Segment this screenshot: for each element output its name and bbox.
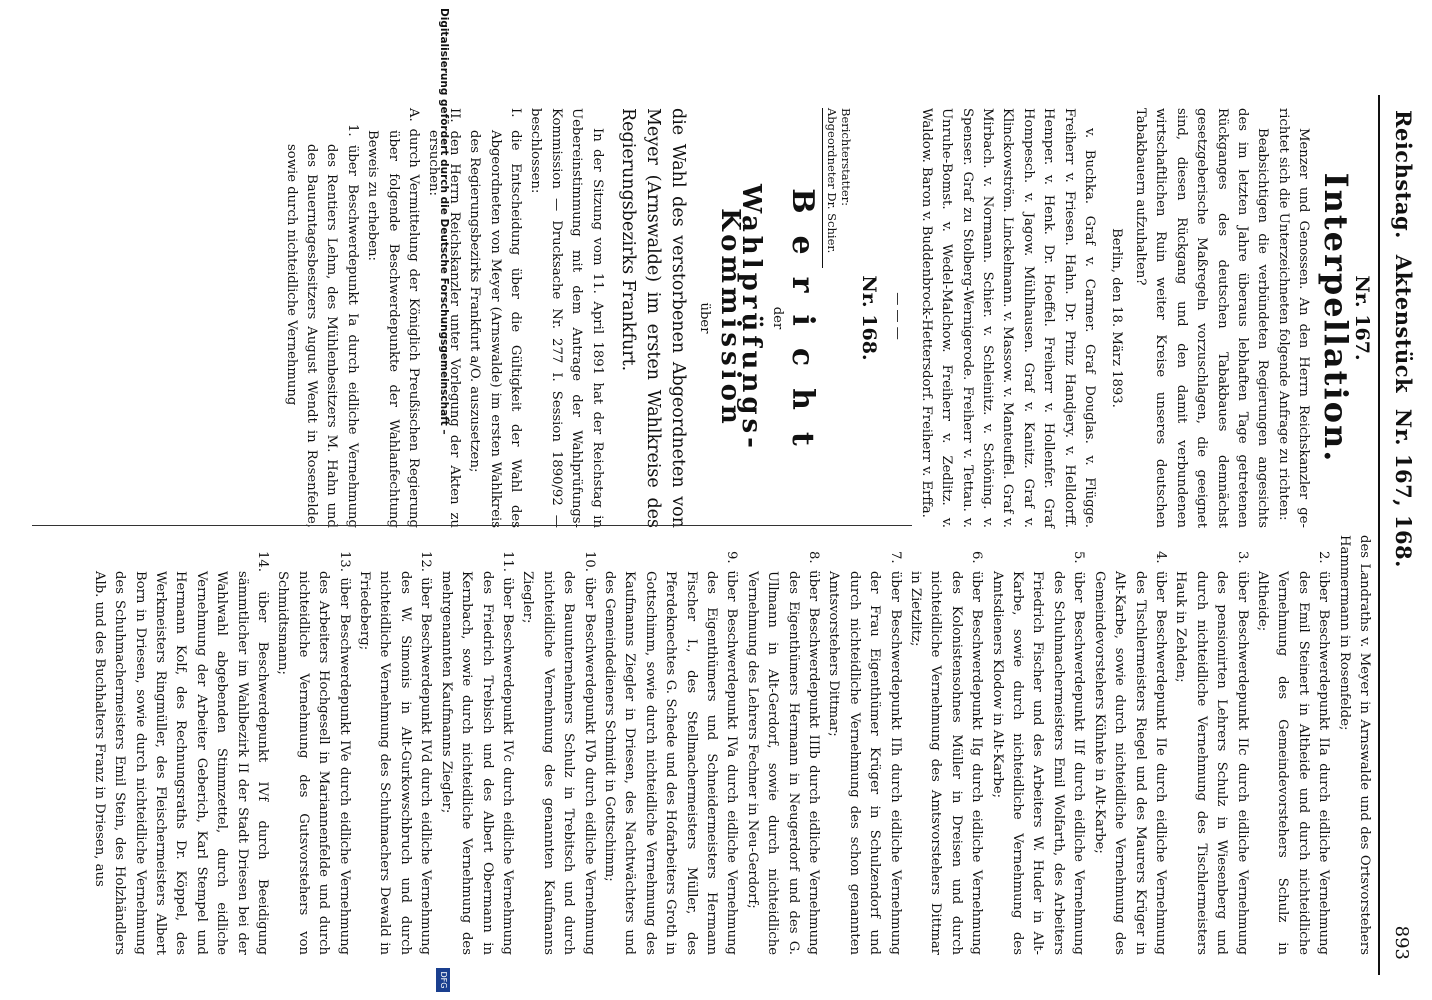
list-item: 1. über Beschwerdepunkt Ia durch eidliche Vernehmung des Rentiers Lehm, des Mühlenbesitzers M. Hahn und des Bauerntagesbesitzers August Wendt in Rosenfelde, sowie durch nichteidliche Vernehmung: [283, 124, 360, 528]
list-item: 14. über Beschwerdepunkt IVf durch Beeidigung sämmtlicher im Wahlbezirk II der Stadt Driesen bei der Wahlwahl abgebenden Stimmzettel, durch eidliche Vernehmung der Arbeiter Geberich, Karl Stempel und Hermann Kolf, des Rechnungsraths Dr. Köppel, des Werkmeisters Ringmüller, des Fleischermeisters Albert Born in Driesen, sowie durch nichteidliche Vernehmung des Schuhmachermeisters Emil Stein, des Holzhändlers Alb. und des Buchhalters Franz in Driesen, aus: [91, 551, 271, 955]
column-divider: [32, 525, 912, 526]
report-subject: die Wahl des verstorbenen Abgeordneten von Meyer (Arnswalde) im ersten Wahlkreise des Regierungsbezirks Frankfurt.: [617, 108, 688, 528]
running-head: [1391, 110, 1416, 576]
signatures: v. Buchka. Graf v. Carmer. Graf Douglas. v. Flügge. Freiherr v. Friesen. Hahn. Dr. Prinz Handjery. v. Helldorff. Hemper. v. Henk. Dr. Hoeffel. Freiherr v. Hollenfer. Graf Hompesch. v. Jagow. Mühlhausen. Graf v. Kanitz. Graf v. Klinckowström. Linckelmann. v. Massow. v. Manteuffel. Graf v. Mirbach. v. Normann. Schier. v. Schleinitz. v. Schöning. v. Spenser. Graf zu Stolberg-Wernigerode. Freiherr v. Tettau. v. Unruhe-Bomst. v. Wedel-Malchow. Freiherr v. Zedlitz. v. Waldow. Baron v. Buddenbrock-Hettersdorf. Freiherr v. Erffa.: [918, 108, 1098, 528]
footer-text: Digitalisierung gefördert durch die Deutsche Forschungsgemeinschaft –: [438, 8, 450, 435]
running-head-part: Nr. 167, 168.: [1391, 408, 1416, 568]
header-rule: [1378, 95, 1380, 975]
list-item: A. durch Vermittelung der Königlich Preußischen Regierung über folgende Beschwerdepunkte der Wahlanfechtung Beweis zu erheben:: [365, 108, 421, 528]
document-title: Interpellation.: [1316, 172, 1355, 464]
page-number: 893: [1391, 925, 1412, 960]
rapporteur-name: Abgeordneter Dr. Schier.: [824, 108, 839, 254]
list-item: 6. über Beschwerdepunkt IIg durch eidliche Vernehmung des Kolonistensohnes Müller in Dreisen und durch nichteidliche Vernehmung des Amtsvorstehers Dittmar in Zietzlitz;: [908, 551, 985, 955]
paragraph: Beabsichtigen die verbündeten Regierungen angesichts des im letzten Jahre überaus lebhaften Tage getretenen Rückganges des deutschen Tabakbaues demnächst gesetzgeberische Maßregeln vorzuschlagen, die geeignet sind, diesen Rückgang und den damit verbundenen wirtschaftlichen Ruin weiter Kreise unseres deutschen Tabakbauern aufzuhalten?: [1132, 108, 1271, 528]
section-separator: ———: [890, 292, 906, 344]
list-item: 2. über Beschwerdepunkt IIa durch eidliche Vernehmung des Emil Steinert in Altheide und durch nichteidliche Vernehmung des Gemeindevorstehers Schulz in Altheide;: [1254, 551, 1332, 955]
dfg-logo: DFG: [436, 968, 450, 992]
rapporteur-rule: [822, 108, 823, 268]
document-number: Nr. 168.: [858, 275, 881, 361]
list-item: 10. über Beschwerdepunkt IVb durch eidliche Vernehmung des Bauunternehmers Schulz in Trebitsch und durch nichteidliche Vernehmung des genannten Kaufmanns Ziegler;: [520, 551, 597, 955]
report-title: Bericht: [784, 188, 820, 468]
document-number: Nr. 167.: [1351, 275, 1373, 361]
list-item: 5. über Beschwerdepunkt IIf durch eidliche Vernehmung des Schuhmachermeisters Emil Wolfarth, des Arbeiters Friedrich Fischer und des Arbeiters W. Huder in Alt-Karbe, sowie durch nichteidliche Vernehmung des Amtsdieners Klodow in Alt-Karbe;: [989, 551, 1087, 955]
list-item: 7. über Beschwerdepunkt IIh durch eidliche Vernehmung der Frau Eigenthümer Krüger in Schulzendorf und durch nichteidliche Vernehmung des schon genannten Amtsvorstehers Dittmar;: [826, 551, 903, 955]
list-item: 3. über Beschwerdepunkt IIc durch eidliche Vernehmung des pensionirten Lehrers Schulz in Wiesenberg und durch nichteidliche Vernehmung des Tischlermeisters Hauk in Zehden;: [1173, 551, 1250, 955]
running-head-part: Aktenstück: [1391, 254, 1416, 394]
list-item: I. die Entscheidung über die Gültigkeit der Wahl des Abgeordneten von Meyer (Arnswalde) im ersten Wahlkreis des Regierungsbezirks Frankfurt a/O. auszusetzen;: [467, 108, 523, 528]
connector-text: der: [770, 306, 786, 330]
rapporteur-label: Berichterstatter:: [838, 108, 853, 207]
list-item: 13. über Beschwerdepunkt IVe durch eidliche Vernehmung des Arbeiters Hochgesell in Mariannenfelde und durch nichteidliche Vernehmung des Gutsvorstehers von Schmidtsmann;: [275, 551, 352, 955]
paragraph: Menzer und Genossen. An den Herrn Reichskanzler gerichtet sich die Unterzeichneten folgende Anfrage zu richten:: [1275, 108, 1312, 528]
digitization-footer: [432, 0, 452, 1000]
paragraph: des Landraths v. Meyer in Arnswalde und des Ortsvorstehers Hammermann in Rosenfelde;: [1336, 535, 1372, 955]
connector-text: über: [697, 302, 713, 334]
list-item: II. den Herrn Reichskanzler unter Vorlegung der Akten zu ersuchen:: [426, 108, 462, 528]
list-item: 11. über Beschwerdepunkt IVc durch eidliche Vernehmung des Friedrich Trebisch und des Albert Obermann in Kernbach, sowie durch nichteidliche Vernehmung des mehrgenannten Kaufmanns Ziegler;: [438, 551, 515, 955]
list-item: 4. über Beschwerdepunkt IIe durch eidliche Vernehmung des Tischlermeisters Riegel und des Maurers Krüger in Alt-Karbe, sowie durch nichteidliche Vernehmung des Gemeindevorstehers Kühnke in Alt-Karbe;: [1091, 551, 1168, 955]
list-item: 12. über Beschwerdepunkt IVd durch eidliche Vernehmung des W. Simonis in Alt-Gurkowschbruch und durch nichteidliche Vernehmung des Schuhmachers Dewald in Friedeberg;: [357, 551, 434, 955]
page-header: [1382, 0, 1422, 1000]
list-item: 9. über Beschwerdepunkt IVa durch eidliche Vernehmung des Eigenthümers und Schneidermeisters Hermann Fischer I., des Stellmachermeisters Müller, des Pferdeknechtes G. Schede und des Hofarbeiters Groth in Gottschimm, sowie durch nichteidliche Vernehmung des Kaufmanns Ziegler in Driesen, des Nachtwächters und des Gemeindedieners Schmidt in Gottschimm;: [601, 551, 740, 955]
running-head-part: Reichstag.: [1391, 110, 1416, 239]
paragraph: In der Sitzung vom 11. April 1891 hat der Reichstag in Uebereinstimmung mit dem Antrage der Wahlprüfungs-Kommission — Drucksache Nr. 277 I. Session 1890/92 — beschlossen:: [528, 108, 605, 528]
date-line: Berlin, den 18. März 1893.: [1108, 228, 1124, 408]
right-column: [88, 535, 1374, 955]
commission-title: Wahlprüfungs-Kommission: [715, 184, 766, 452]
list-item: 8. über Beschwerdepunkt IIIb durch eidliche Vernehmung des Eigenthümers Hermann in Neugerdorf und des G. Ullmann in Alt-Gerdorf, sowie durch nichteidliche Vernehmung des Lehrers Fechner in Neu-Gerdorf;: [744, 551, 822, 955]
